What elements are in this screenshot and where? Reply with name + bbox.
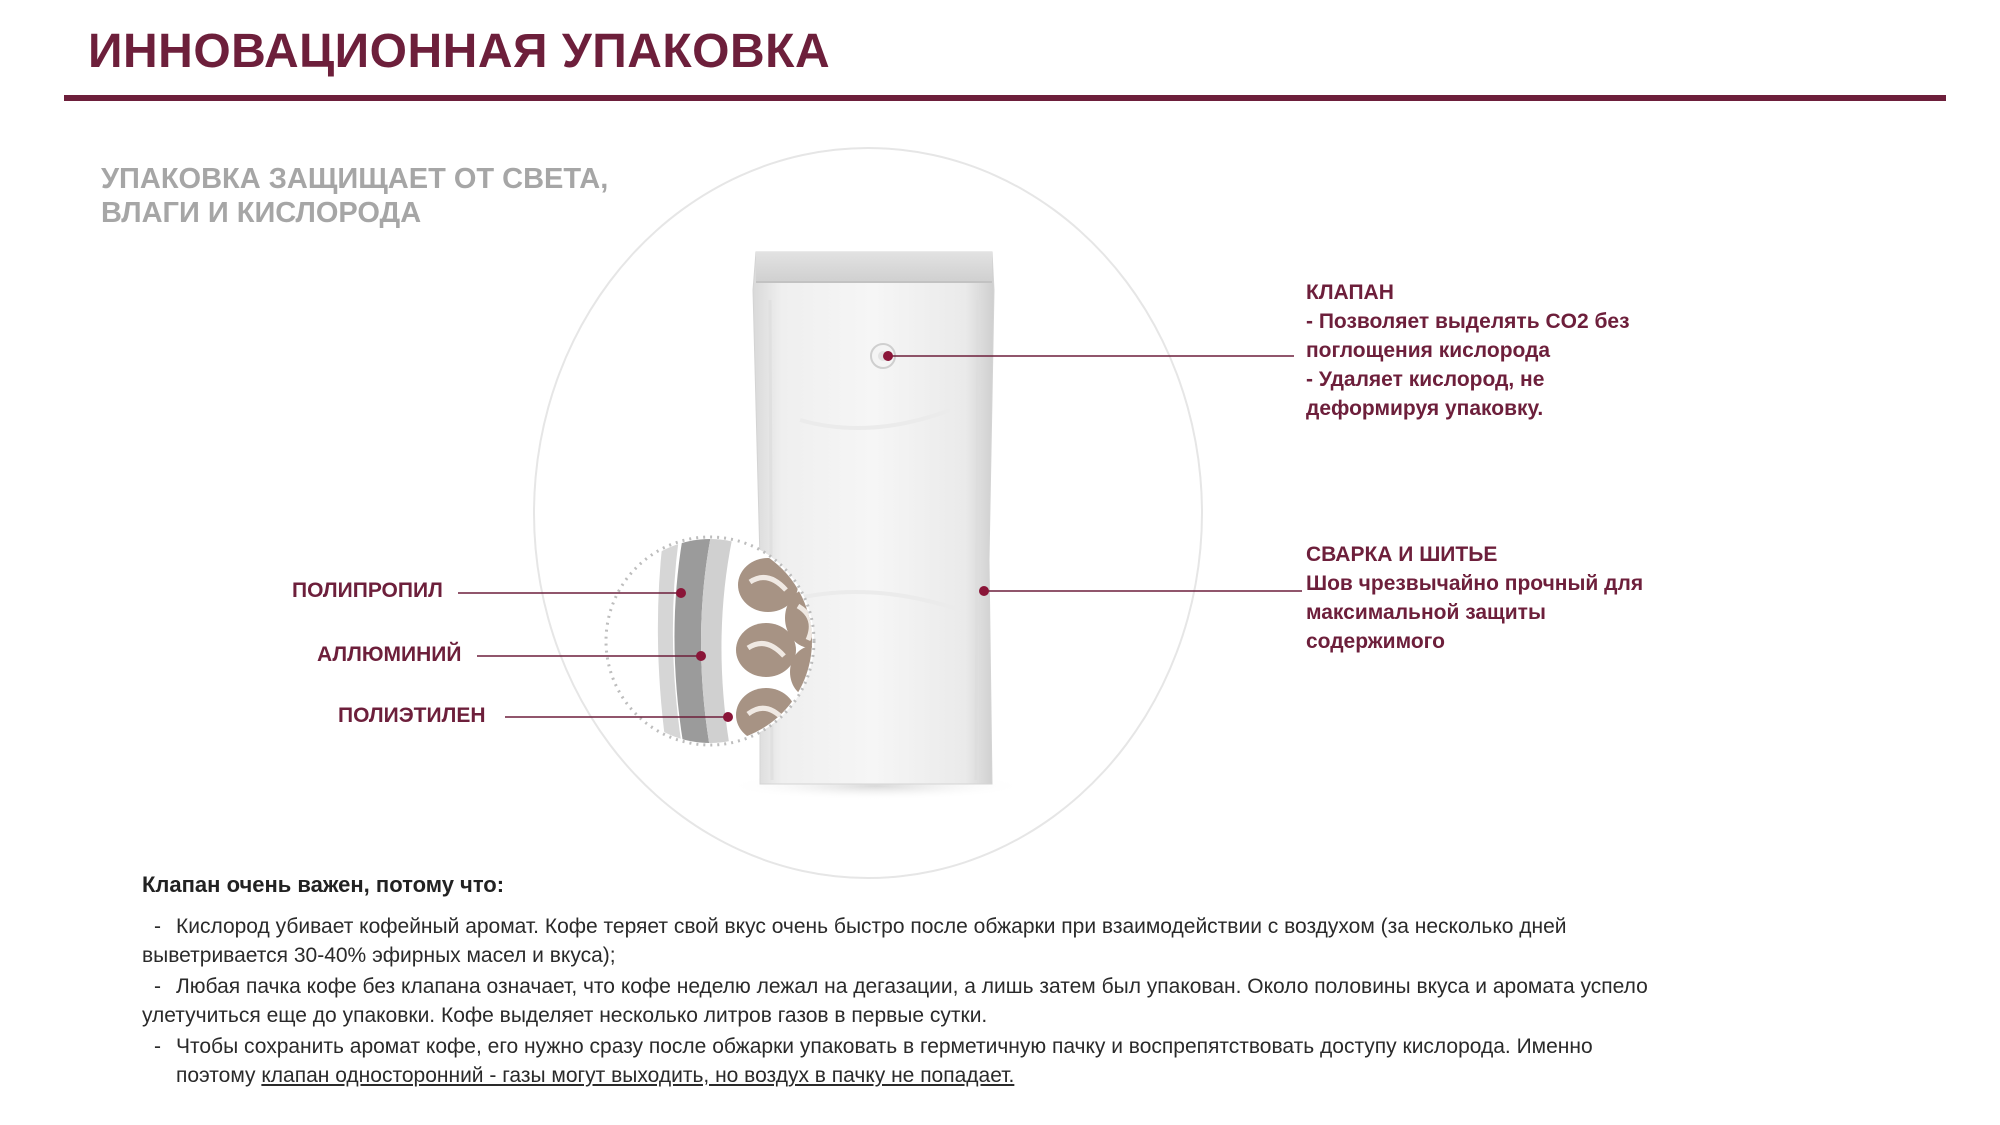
valve-marker xyxy=(883,351,893,361)
explanation-text: Любая пачка кофе без клапана означает, что кофе неделю лежал на дегазации, а лишь затем был упакован. Около половины вкуса и аромата успело xyxy=(176,975,1648,998)
explanation-text: улетучиться еще до упаковки. Кофе выделяет несколько литров газов в первые сутки. xyxy=(142,1004,988,1027)
explanation-heading: Клапан очень важен, потому что: xyxy=(142,872,505,897)
explanation-item xyxy=(142,912,1922,970)
explanation-section xyxy=(142,872,1922,1092)
layer-label-aluminium: АЛЛЮМИНИЙ xyxy=(317,643,462,666)
subtitle-line-1: УПАКОВКА ЗАЩИЩАЕТ ОТ СВЕТА, xyxy=(101,163,609,195)
seam-marker xyxy=(979,586,989,596)
seam-line: Шов чрезвычайно прочный для xyxy=(1306,572,1644,595)
explanation-text: поэтому xyxy=(176,1064,262,1087)
bag-top-seal xyxy=(756,252,992,282)
explanation-text: Чтобы сохранить аромат кофе, его нужно сразу после обжарки упаковать в герметичную пачку и воспрепятствовать доступу кислорода. Именно xyxy=(176,1035,1593,1058)
explanation-item xyxy=(142,1032,1922,1090)
valve-callout xyxy=(1306,278,1630,423)
valve-line: - Позволяет выделять CO2 без xyxy=(1306,310,1630,333)
explanation-text: Кислород убивает кофейный аромат. Кофе теряет свой вкус очень быстро после обжарки при взаимодействии с воздухом (за несколько дней xyxy=(176,915,1567,938)
layer-label-polyethylene: ПОЛИЭТИЛЕН xyxy=(338,704,486,727)
bullet-dash: - xyxy=(154,915,161,938)
bullet-dash: - xyxy=(154,1035,161,1058)
aluminium-marker xyxy=(696,651,706,661)
valve-title: КЛАПАН xyxy=(1306,281,1394,304)
subtitle-line-2: ВЛАГИ И КИСЛОРОДА xyxy=(101,197,422,229)
valve-line: поглощения кислорода xyxy=(1306,339,1551,362)
polypropylene-marker xyxy=(676,588,686,598)
seam-callout xyxy=(1306,540,1643,656)
page-title: ИННОВАЦИОННАЯ УПАКОВКА xyxy=(88,25,831,78)
seam-line: содержимого xyxy=(1306,630,1445,653)
layer-label-polypropylene: ПОЛИПРОПИЛ xyxy=(292,579,443,602)
seam-line: максимальной защиты xyxy=(1306,601,1546,624)
bullet-dash: - xyxy=(154,975,161,998)
seam-title: СВАРКА И ШИТЬЕ xyxy=(1306,543,1498,566)
explanation-underlined-text: клапан односторонний - газы могут выходить, но воздух в пачку не попадает. xyxy=(261,1064,1015,1087)
explanation-item xyxy=(142,972,1922,1030)
valve-line: деформируя упаковку. xyxy=(1306,397,1544,420)
valve-line: - Удаляет кислород, не xyxy=(1306,368,1545,391)
explanation-text: выветривается 30-40% эфирных масел и вкуса); xyxy=(142,944,616,967)
polyethylene-marker xyxy=(723,712,733,722)
